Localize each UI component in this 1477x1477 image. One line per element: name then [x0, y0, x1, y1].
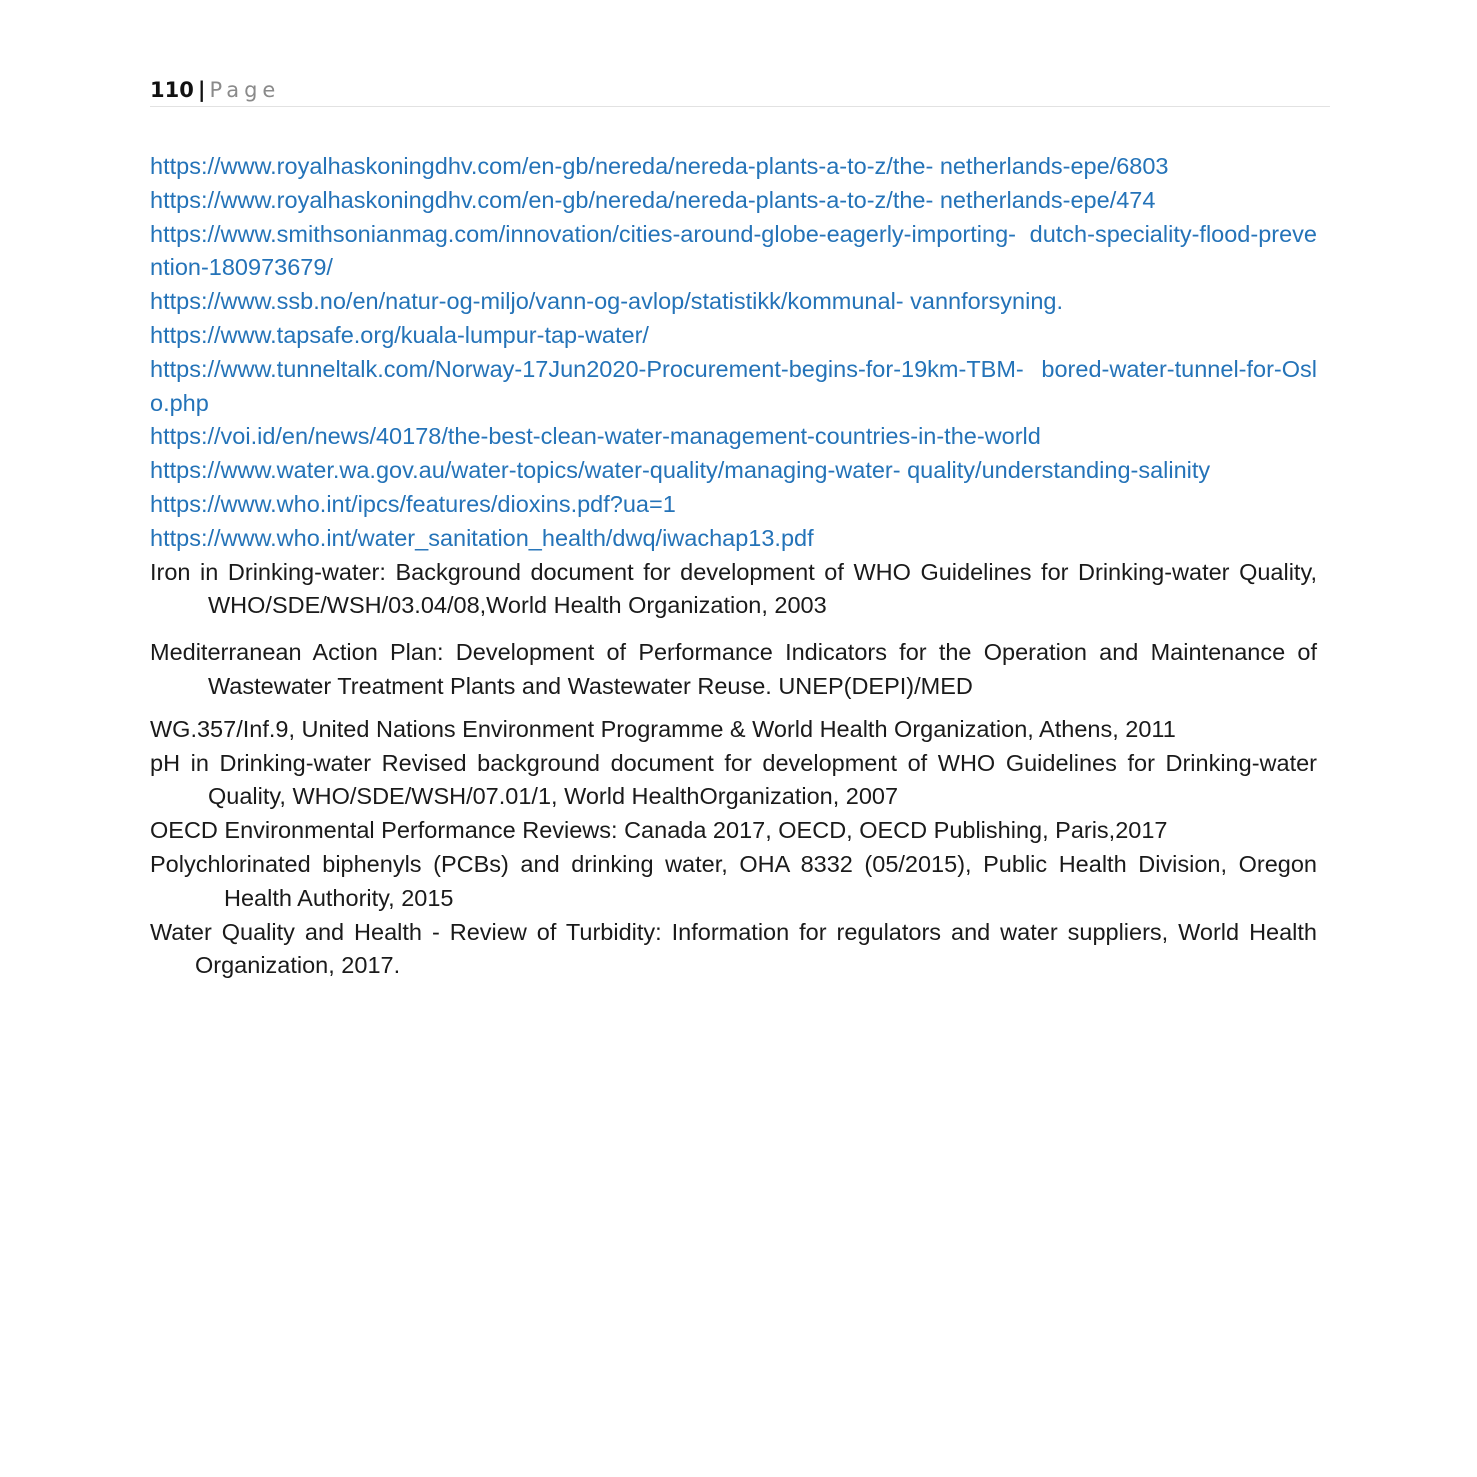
reference-link[interactable]: https://voi.id/en/news/40178/the-best-clean-water-management-countries-in-the-world — [150, 423, 1041, 450]
reference-link[interactable]: https://www.ssb.no/en/natur-og-miljo/vann-og-avlop/statistikk/kommunal- vannforsyning. — [150, 288, 1063, 315]
reference-link[interactable]: https://www.who.int/ipcs/features/dioxins.pdf?ua=1 — [150, 490, 676, 517]
reference-entry: Mediterranean Action Plan: Development of Performance Indicators for the Operation and Maintenance of Wastewater Treatment Plants and Wastewater Reuse. UNEP(DEPI)/MED — [150, 639, 1317, 699]
reference-entry: Polychlorinated biphenyls (PCBs) and drinking water, OHA 8332 (05/2015), Public Health Division, Oregon Health Authority, 2015 — [150, 850, 1317, 911]
reference-entry: Water Quality and Health - Review of Turbidity: Information for regulators and water suppliers, World Health Organization, 2017. — [150, 918, 1317, 979]
reference-entry: Iron in Drinking-water: Background document for development of WHO Guidelines for Drinking-water Quality, WHO/SDE/WSH/03.04/08,World Health Organization, 2003 — [150, 558, 1317, 619]
page-separator: | — [197, 78, 206, 102]
reference-list — [150, 150, 1317, 983]
reference-link[interactable]: https://www.royalhaskoningdhv.com/en-gb/nereda/nereda-plants-a-to-z/the- netherlands-epe/474 — [150, 186, 1156, 213]
page-label: Page — [209, 78, 281, 102]
reference-link[interactable]: https://www.tunneltalk.com/Norway-17Jun2020-Procurement-begins-for-19km-TBM- bored-water-tunnel-for-Oslo.php — [150, 355, 1317, 416]
reference-link[interactable]: https://www.water.wa.gov.au/water-topics/water-quality/managing-water- quality/understanding-salinity — [150, 457, 1211, 484]
page-header — [150, 76, 1330, 107]
page-number: 110 — [150, 78, 194, 102]
reference-entry: OECD Environmental Performance Reviews: Canada 2017, OECD, OECD Publishing, Paris,2017 — [150, 817, 1168, 844]
reference-link[interactable]: https://www.who.int/water_sanitation_health/dwq/iwachap13.pdf — [150, 524, 814, 551]
reference-link[interactable]: https://www.tapsafe.org/kuala-lumpur-tap-water/ — [150, 321, 649, 348]
reference-link[interactable]: https://www.royalhaskoningdhv.com/en-gb/nereda/nereda-plants-a-to-z/the- netherlands-epe/6803 — [150, 153, 1169, 179]
reference-link[interactable]: https://www.smithsonianmag.com/innovation/cities-around-globe-eagerly-importing- dutch-speciality-flood-prevention-180973679/ — [150, 220, 1317, 281]
reference-entry: WG.357/Inf.9, United Nations Environment Programme & World Health Organization, Athens, 2011 — [150, 715, 1176, 742]
reference-entry: pH in Drinking-water Revised background document for development of WHO Guidelines for Drinking-water Quality, WHO/SDE/WSH/07.01/1, World HealthOrganization, 2007 — [150, 749, 1317, 810]
